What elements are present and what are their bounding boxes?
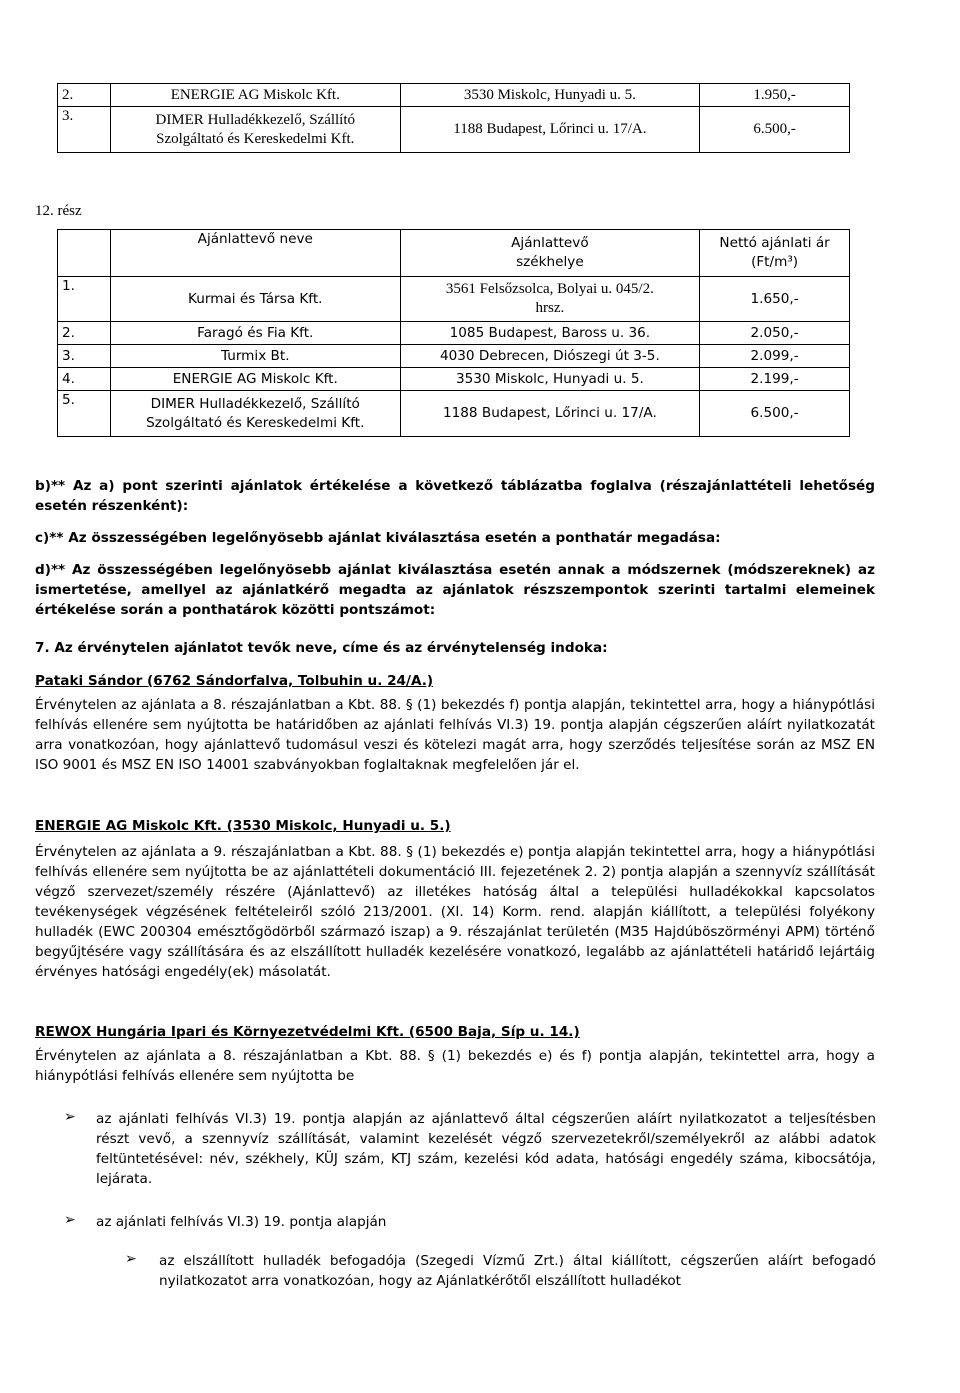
- bidder-address: 3530 Miskolc, Hunyadi u. 5.: [400, 84, 700, 107]
- note-b: b)** Az a) pont szerinti ajánlatok értékelése a következő táblázatba foglalva (részajánlattételi lehetőség esetén részenként):: [35, 478, 875, 514]
- header-bidder-seat: [400, 230, 700, 277]
- bullet-item: az ajánlati felhívás VI.3) 19. pontja alapján az ajánlattevő által cégszerűen aláírt nyilatkozatot a teljesítésben részt vevő, a szennyvíz szállítását, valamint kezelését végző szervezetekről/személyekről az alábbi adatok feltüntetésével: név, székhely, KÜJ szám, KTJ szám, kezelési kód adata, hatósági engedély száma, kibocsátója, lejárata.: [96, 1111, 876, 1187]
- note-c: c)** Az összességében legelőnyösebb ajánlat kiválasztása esetén a ponthatár megadása:: [35, 530, 721, 546]
- bid-price: 2.199,-: [700, 368, 850, 391]
- table-row: [58, 277, 850, 322]
- bid-table-part-11-tail: [57, 83, 850, 153]
- bid-price: 6.500,-: [700, 107, 850, 153]
- bidder-name: Turmix Bt.: [110, 345, 400, 368]
- bidder-name-line: Szolgáltató és Kereskedelmi Kft.: [146, 414, 365, 431]
- invalid-bidder-heading: ENERGIE AG Miskolc Kft. (3530 Miskolc, Hunyadi u. 5.): [35, 818, 451, 834]
- bid-table-part-12: [57, 229, 850, 437]
- header-line: székhelye: [516, 254, 584, 270]
- part-12-label: 12. rész: [35, 203, 82, 219]
- bid-price: 2.099,-: [700, 345, 850, 368]
- bidder-address: 1188 Budapest, Lőrinci u. 17/A.: [400, 391, 700, 437]
- invalid-bidder-reason: Érvénytelen az ajánlata a 9. részajánlatban a Kbt. 88. § (1) bekezdés e) pontja alapján tekintettel arra, hogy a hiánypótlási felhívás ellenére sem nyújtotta be az ajánlattételi dokumentáció III. fejezetének 2. 2) pontja alapján a szennyvíz szállítását végző szervezet/személy részére (Ajánlattevő) az illetékes hatóság által a települési hulladékokkal kapcsolatos tevékenységek végzésének feltételeiről szóló 213/2001. (XI. 14) Korm. rend. alapján kiállított, a települési folyékony hulladék (EWC 200304 emésztőgödörből származó iszap) a 9. részajánlat területén (M35 Hajdúböszörményi APM) történő begyűjtésére vagy szállítására és az elszállított hulladék kezelésére vonatkozó, legalább az ajánlattételi határidő lejártáig érvényes hatósági engedély(ek) másolatát.: [35, 844, 875, 980]
- address-line: hrsz.: [535, 300, 565, 316]
- bidder-address: 4030 Debrecen, Diószegi út 3-5.: [400, 345, 700, 368]
- table-row: [58, 345, 850, 368]
- bidder-name-line: DIMER Hulladékkezelő, Szállító: [150, 395, 360, 412]
- table-row: [58, 107, 850, 153]
- note-d: d)** Az összességében legelőnyösebb ajánlat kiválasztása esetén annak a módszernek (módszereknek) az ismertetése, amellyel az ajánlatkérő megadta az ajánlatok részszempontok szerinti tartalmi elemeinek értékelése során a ponthatárok közötti pontszámot:: [35, 562, 875, 618]
- table-row: [58, 84, 850, 107]
- invalid-bidder-reason: Érvénytelen az ajánlata a 8. részajánlatban a Kbt. 88. § (1) bekezdés f) pontja alapján, tekintettel arra, hogy a hiánypótlási felhívás ellenére sem nyújtotta be határidőben az ajánlati felhívás VI.3) 19. pontja alapján cégszerűen aláírt nyilatkozatát arra vonatkozóan, hogy ajánlattevő tudomásul veszi és kötelezi magát arra, hogy szerződés teljesítése során az MSZ EN ISO 9001 és MSZ EN ISO 14001 szabványokban foglaltaknak megfelelően jár el.: [35, 697, 875, 773]
- bidder-name: ENERGIE AG Miskolc Kft.: [110, 368, 400, 391]
- header-blank: [58, 230, 111, 277]
- section-7-title: 7. Az érvénytelen ajánlatot tevők neve, címe és az érvénytelenség indoka:: [35, 640, 608, 656]
- row-number: 5.: [58, 391, 111, 437]
- bid-price: 1.650,-: [700, 277, 850, 322]
- header-bidder-name: Ajánlattevő neve: [110, 230, 400, 277]
- bidder-address: 3530 Miskolc, Hunyadi u. 5.: [400, 368, 700, 391]
- row-number: 3.: [58, 107, 111, 153]
- sub-bullet-item: az elszállított hulladék befogadója (Szegedi Vízmű Zrt.) által kiállított, cégszerűen aláírt befogadó nyilatkozatot arra vonatkozóan, hogy az Ajánlatkérőtől elszállított hulladékot: [159, 1253, 876, 1289]
- table-row: [58, 322, 850, 345]
- arrow-bullet-icon: ➢: [125, 1251, 137, 1267]
- bidder-name: Faragó és Fia Kft.: [110, 322, 400, 345]
- row-number: 4.: [58, 368, 111, 391]
- header-line: (Ft/m³): [751, 254, 799, 270]
- address-line: 3561 Felsőzsolca, Bolyai u. 045/2.: [445, 281, 654, 297]
- row-number: 1.: [58, 277, 111, 322]
- bidder-name-line: Szolgáltató és Kereskedelmi Kft.: [156, 130, 355, 147]
- invalid-bidder-heading: Pataki Sándor (6762 Sándorfalva, Tolbuhin u. 24/A.): [35, 673, 434, 689]
- header-line: Ajánlattevő: [511, 235, 589, 251]
- bid-price: 6.500,-: [700, 391, 850, 437]
- bidder-name: [110, 107, 400, 153]
- row-number: 2.: [58, 84, 111, 107]
- row-number: 2.: [58, 322, 111, 345]
- bullet-item: az ajánlati felhívás VI.3) 19. pontja alapján: [96, 1214, 387, 1230]
- bid-price: 2.050,-: [700, 322, 850, 345]
- bidder-address: [400, 277, 700, 322]
- table-header-row: [58, 230, 850, 277]
- table-row: [58, 391, 850, 437]
- bidder-address: 1188 Budapest, Lőrinci u. 17/A.: [400, 107, 700, 153]
- bidder-name-line: DIMER Hulladékkezelő, Szállító: [155, 111, 356, 128]
- table-row: [58, 368, 850, 391]
- invalid-bidder-heading: REWOX Hungária Ipari és Környezetvédelmi Kft. (6500 Baja, Síp u. 14.): [35, 1024, 580, 1040]
- bidder-name: Kurmai és Társa Kft.: [110, 277, 400, 322]
- bidder-address: 1085 Budapest, Baross u. 36.: [400, 322, 700, 345]
- bidder-name: [110, 391, 400, 437]
- arrow-bullet-icon: ➢: [64, 1109, 76, 1125]
- invalid-bidder-reason: Érvénytelen az ajánlata a 8. részajánlatban a Kbt. 88. § (1) bekezdés e) és f) pontja alapján, tekintettel arra, hogy a hiánypótlási felhívás ellenére sem nyújtotta be: [35, 1048, 875, 1084]
- header-net-price: [700, 230, 850, 277]
- header-line: Nettó ajánlati ár: [719, 235, 830, 251]
- bid-price: 1.950,-: [700, 84, 850, 107]
- row-number: 3.: [58, 345, 111, 368]
- bidder-name: ENERGIE AG Miskolc Kft.: [110, 84, 400, 107]
- arrow-bullet-icon: ➢: [64, 1212, 76, 1228]
